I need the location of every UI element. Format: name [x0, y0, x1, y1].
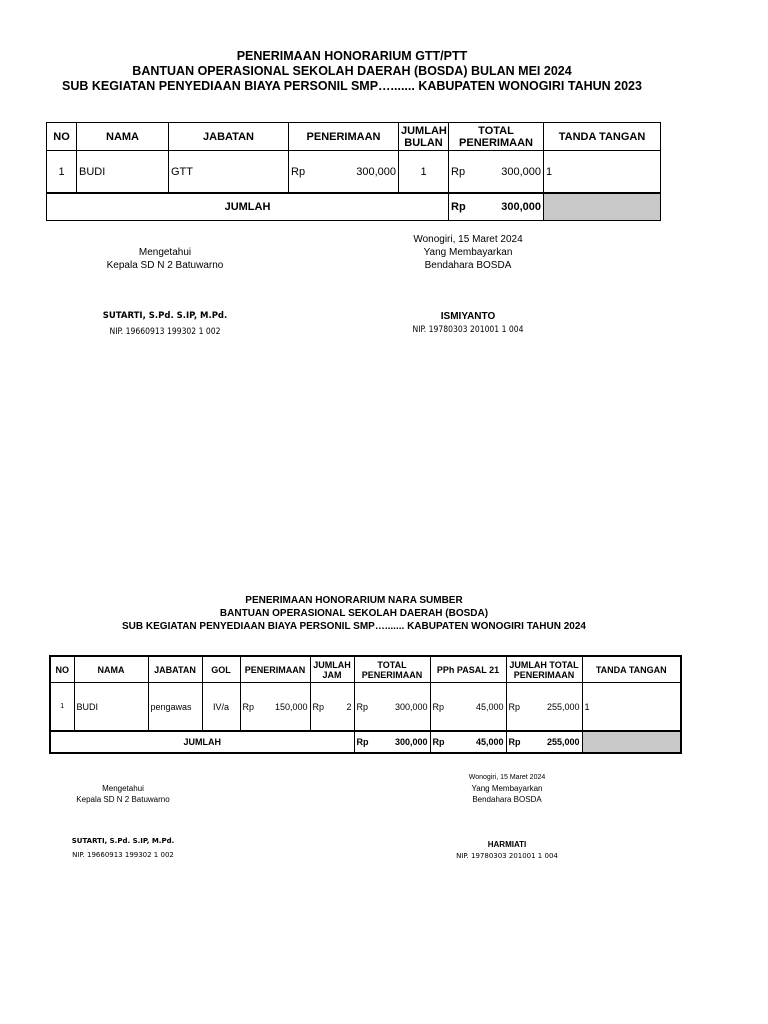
- header-jabatan: JABATAN: [169, 123, 289, 151]
- sign-position: Kepala SD N 2 Batuwarno: [76, 795, 170, 804]
- sign-caption: Mengetahui: [102, 784, 144, 793]
- sum-label: JUMLAH: [47, 193, 449, 221]
- cell-pph-pasal-21: [430, 683, 506, 732]
- amount: 150,000: [274, 701, 308, 712]
- table-row: [47, 151, 661, 194]
- header-gol: GOL: [202, 656, 240, 683]
- header-jabatan: JABATAN: [148, 656, 202, 683]
- sum-total: [354, 731, 430, 753]
- header-jumlah-bulan: JUMLAH BULAN: [399, 123, 449, 151]
- sum-shaded-cell: [582, 731, 681, 753]
- doc2-title-line-1: PENERIMAAN HONORARIUM NARA SUMBER: [245, 595, 463, 606]
- cell-nama: BUDI: [74, 683, 148, 732]
- header-no: NO: [50, 656, 74, 683]
- cell-total-penerimaan: [449, 151, 544, 194]
- header-total-penerimaan: TOTAL PENERIMAAN: [449, 123, 544, 151]
- sign-date: Wonogiri, 15 Maret 2024: [413, 234, 523, 245]
- currency: Rp: [291, 165, 306, 178]
- header-jumlah-jam: JUMLAH JAM: [310, 656, 354, 683]
- header-no: NO: [47, 123, 77, 151]
- doc2-honorarium-table: [49, 655, 682, 754]
- cell-jumlah-jam: [310, 683, 354, 732]
- doc2-sum-row: [50, 731, 681, 753]
- cell-tanda-tangan: 1: [582, 683, 681, 732]
- cell-jumlah-total-penerimaan: [506, 683, 582, 732]
- currency: Rp: [432, 701, 445, 712]
- cell-jabatan: pengawas: [148, 683, 202, 732]
- sign-caption: Mengetahui: [138, 247, 192, 258]
- header-nama: NAMA: [77, 123, 169, 151]
- doc2-table-header: [50, 656, 681, 683]
- cell-jabatan: GTT: [169, 151, 289, 194]
- cell-total-penerimaan: [354, 683, 430, 732]
- doc2-right-signature: [442, 772, 572, 862]
- currency: Rp: [451, 201, 466, 213]
- currency: Rp: [312, 701, 325, 712]
- header-tanda-tangan: TANDA TANGAN: [582, 656, 681, 683]
- signer-name: SUTARTI, S.Pd. S.IP, M.Pd.: [102, 311, 228, 321]
- doc1-left-signature: [85, 246, 245, 339]
- amount: 255,000: [546, 737, 580, 747]
- doc1-honorarium-table: [46, 122, 661, 221]
- sum-jumlah-total: [506, 731, 582, 753]
- cell-no: 1: [50, 683, 74, 732]
- currency: Rp: [242, 701, 255, 712]
- doc1-title: [0, 49, 704, 94]
- doc1-title-line-2: BANTUAN OPERASIONAL SEKOLAH DAERAH (BOSDA) BULAN MEI 2024: [132, 64, 572, 78]
- header-penerimaan: PENERIMAAN: [289, 123, 399, 151]
- doc1-sum-row: [47, 193, 661, 221]
- amount: 300,000: [501, 201, 541, 213]
- cell-no: 1: [47, 151, 77, 194]
- header-jumlah-total-penerimaan: JUMLAH TOTAL PENERIMAAN: [506, 656, 582, 683]
- header-nama: NAMA: [74, 656, 148, 683]
- header-pph-pasal-21: PPh PASAL 21: [430, 656, 506, 683]
- header-tanda-tangan: TANDA TANGAN: [544, 123, 661, 151]
- currency: Rp: [508, 701, 521, 712]
- sign-position: Kepala SD N 2 Batuwarno: [106, 260, 224, 271]
- sign-caption: Yang Membayarkan: [471, 784, 543, 793]
- doc2-left-signature: [58, 783, 188, 861]
- sum-shaded-cell: [544, 193, 661, 221]
- doc1-right-signature: [388, 233, 548, 337]
- amount: 300,000: [394, 701, 428, 712]
- sign-caption: Yang Membayarkan: [423, 247, 513, 258]
- amount: 255,000: [546, 701, 580, 712]
- signer-nip: NIP. 19780303 201001 1 004: [456, 852, 558, 860]
- currency: Rp: [356, 701, 369, 712]
- cell-penerimaan: [240, 683, 310, 732]
- amount: 2: [346, 701, 352, 712]
- sum-label: JUMLAH: [50, 731, 354, 753]
- cell-penerimaan: [289, 151, 399, 194]
- sign-date: Wonogiri, 15 Maret 2024: [468, 774, 546, 781]
- signer-nip: NIP. 19660913 199302 1 002: [72, 851, 174, 859]
- doc2-title-line-3: SUB KEGIATAN PENYEDIAAN BIAYA PERSONIL SMP…....... KABUPATEN WONOGIRI TAHUN 2024: [122, 621, 586, 632]
- amount: 45,000: [475, 701, 504, 712]
- header-total-penerimaan: TOTAL PENERIMAAN: [354, 656, 430, 683]
- table-row: [50, 683, 681, 732]
- currency: Rp: [508, 737, 521, 747]
- cell-tanda-tangan: 1: [544, 151, 661, 194]
- doc1-table-header: [47, 123, 661, 151]
- doc1-title-line-1: PENERIMAAN HONORARIUM GTT/PTT: [236, 49, 468, 63]
- signer-name: SUTARTI, S.Pd. S.IP, M.Pd.: [71, 837, 175, 845]
- cell-jumlah-bulan: 1: [399, 151, 449, 194]
- cell-nama: BUDI: [77, 151, 169, 194]
- sign-position: Bendahara BOSDA: [472, 795, 542, 804]
- doc2-title-line-2: BANTUAN OPERASIONAL SEKOLAH DAERAH (BOSDA): [219, 608, 489, 619]
- amount: 300,000: [501, 165, 541, 178]
- amount: 300,000: [356, 165, 396, 178]
- currency: Rp: [356, 737, 369, 747]
- signer-name: HARMIATI: [487, 840, 527, 849]
- doc2-title: [20, 594, 688, 633]
- signer-name: ISMIYANTO: [440, 311, 496, 322]
- amount: 45,000: [475, 737, 504, 747]
- sum-pph: [430, 731, 506, 753]
- currency: Rp: [432, 737, 445, 747]
- currency: Rp: [451, 165, 466, 178]
- header-penerimaan: PENERIMAAN: [240, 656, 310, 683]
- signer-nip: NIP. 19660913 199302 1 002: [109, 327, 221, 337]
- cell-gol: IV/a: [202, 683, 240, 732]
- signer-nip: NIP. 19780303 201001 1 004: [412, 325, 524, 335]
- amount: 300,000: [394, 737, 428, 747]
- sign-position: Bendahara BOSDA: [424, 260, 512, 271]
- doc1-title-line-3: SUB KEGIATAN PENYEDIAAN BIAYA PERSONIL SMP…....... KABUPATEN WONOGIRI TAHUN 2023: [62, 79, 642, 93]
- sum-total: [449, 193, 544, 221]
